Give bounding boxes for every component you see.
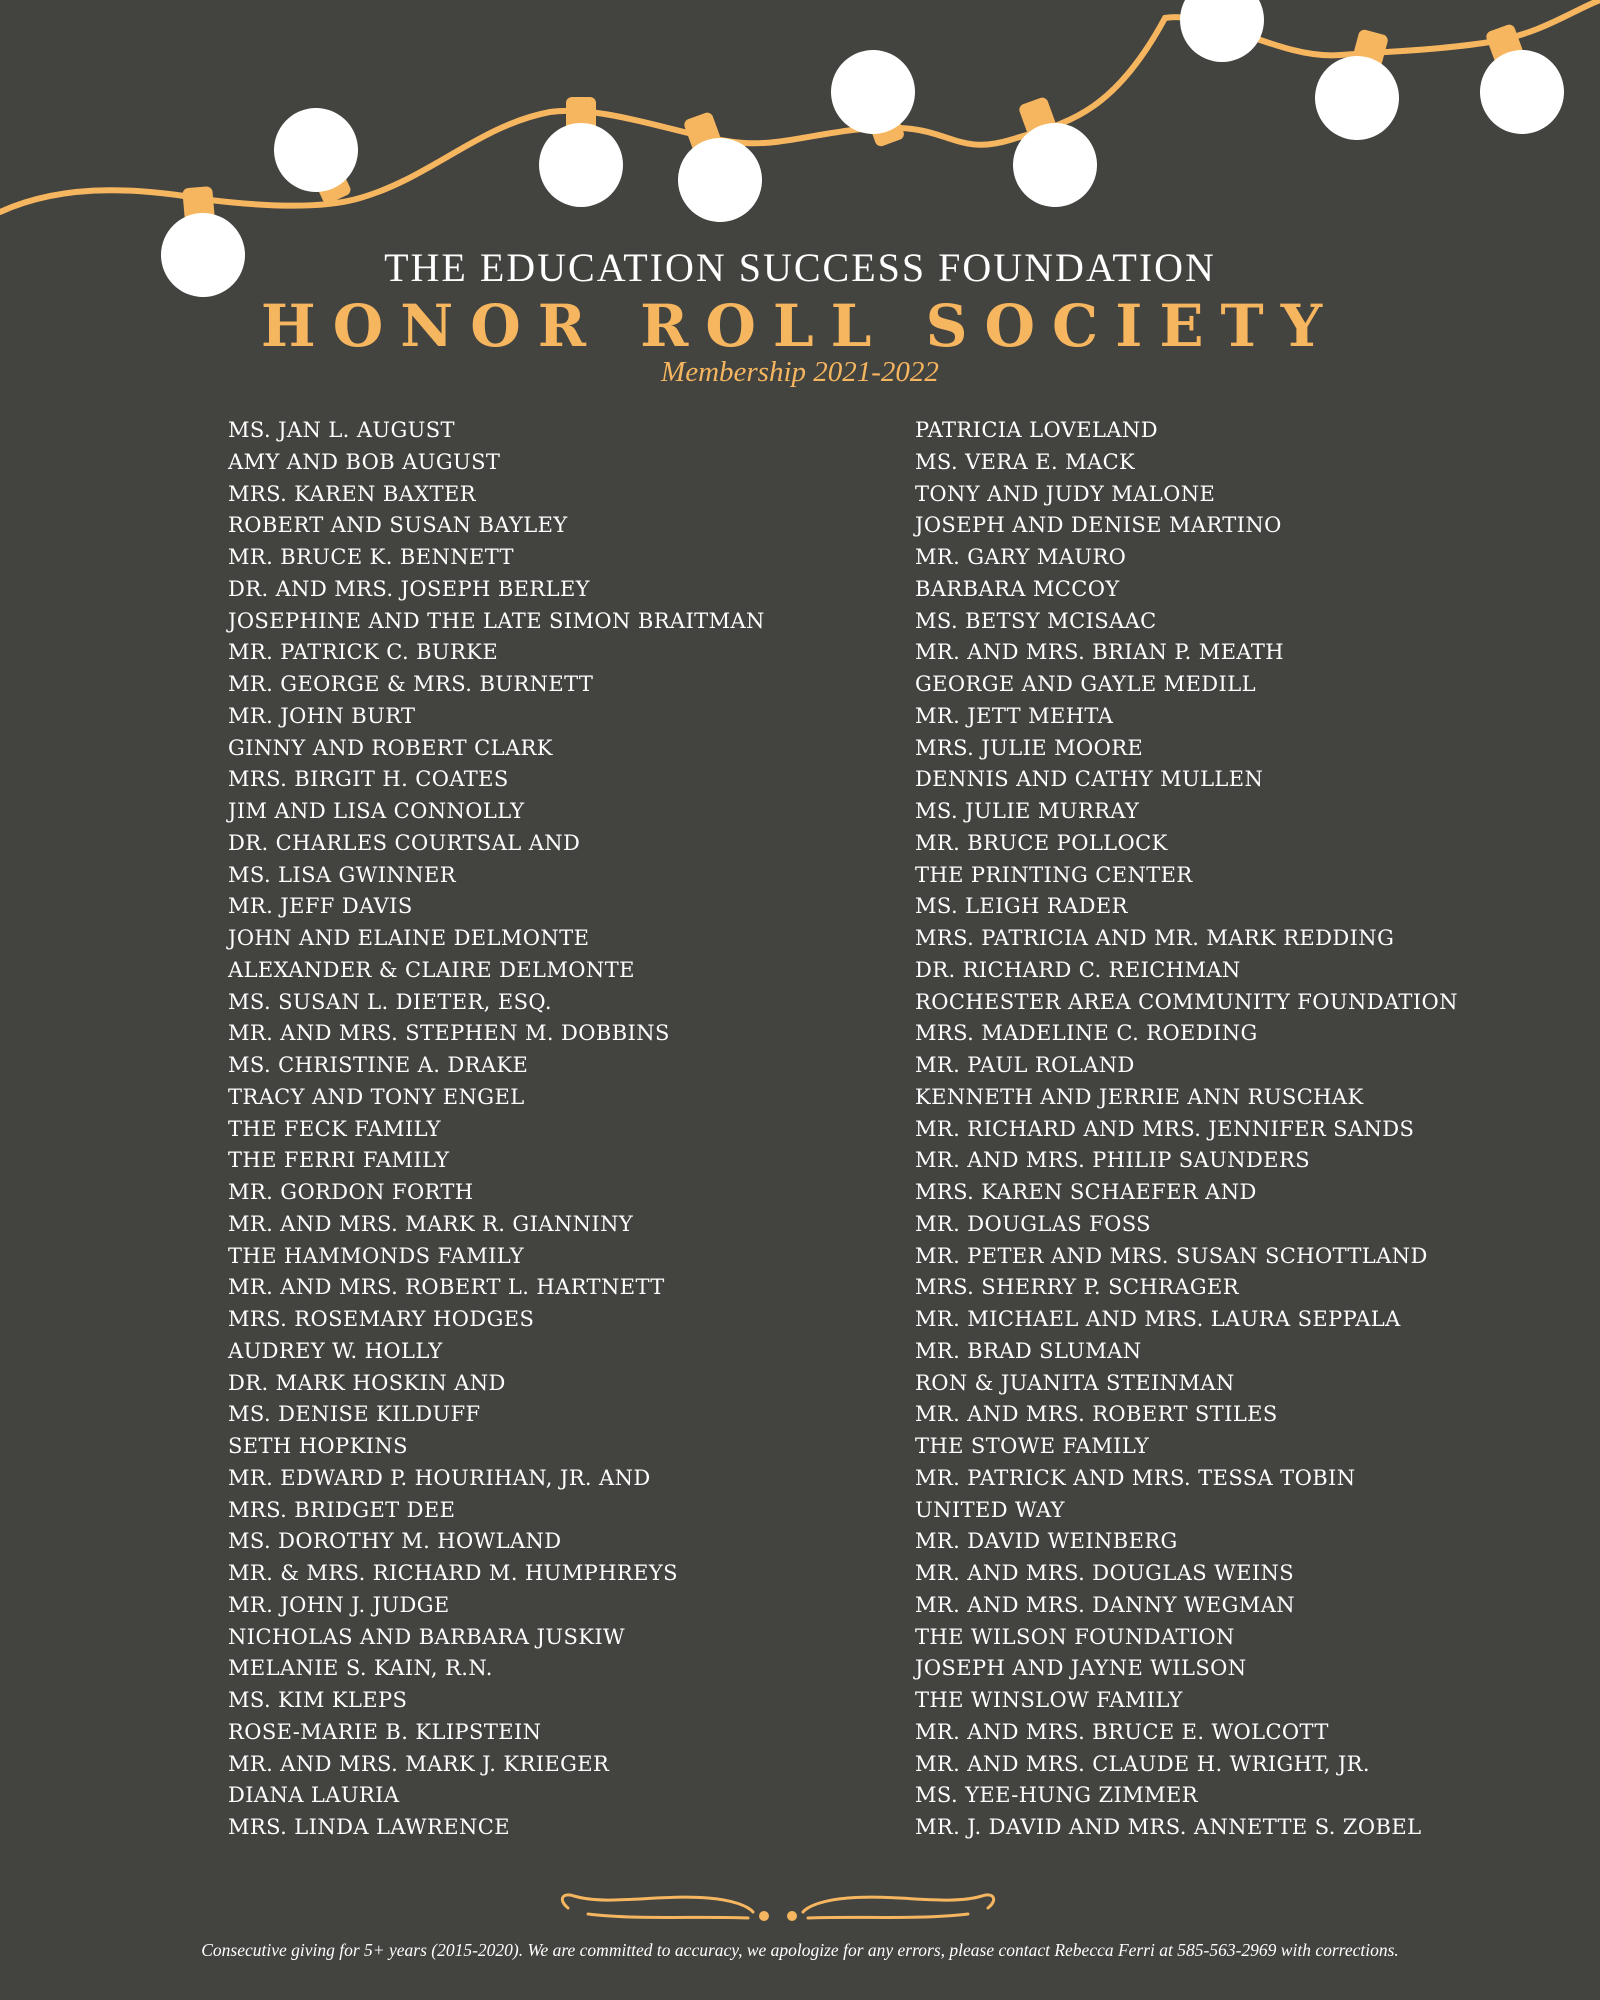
member-name: DR. MARK HOSKIN AND [228, 1370, 506, 1395]
member-name: MR. AND MRS. BRUCE E. WOLCOTT [915, 1719, 1329, 1744]
member-name: MRS. BIRGIT H. COATES [228, 767, 509, 792]
member-name: MS. KIM KLEPS [228, 1688, 408, 1712]
bulb-icon [657, 102, 774, 234]
member-name: THE PRINTING CENTER [915, 862, 1193, 887]
member-name: MS. BETSY MCISAAC [915, 608, 1157, 633]
member-name: JOSEPHINE AND THE LATE SIMON BRAITMAN [228, 608, 765, 633]
member-name: MR. DAVID WEINBERG [915, 1529, 1178, 1554]
member-name: THE HAMMONDS FAMILY [228, 1243, 525, 1268]
member-name: THE FERRI FAMILY [228, 1148, 450, 1173]
member-name: RON & JUANITA STEINMAN [915, 1370, 1235, 1395]
member-name: DR. CHARLES COURTSAL AND [228, 830, 581, 855]
member-name: MR. J. DAVID AND MRS. ANNETTE S. ZOBEL [915, 1815, 1422, 1839]
member-name: JOSEPH AND DENISE MARTINO [915, 513, 1282, 538]
member-name: MS. CHRISTINE A. DRAKE [228, 1053, 529, 1077]
ornamental-divider-icon [548, 1886, 1008, 1930]
member-name: MR. AND MRS. MARK J. KRIEGER [228, 1751, 610, 1776]
member-name: THE FECK FAMILY [228, 1116, 441, 1141]
member-name: MS. LISA GWINNER [228, 862, 456, 887]
member-name: MS. DOROTHY M. HOWLAND [228, 1529, 562, 1554]
member-name: MR. GEORGE & MRS. BURNETT [228, 672, 594, 696]
member-name: MR. BRAD SLUMAN [915, 1338, 1142, 1363]
member-name: THE WILSON FOUNDATION [915, 1624, 1235, 1649]
member-name: MS. YEE-HUNG ZIMMER [915, 1783, 1198, 1808]
member-name: SETH HOPKINS [228, 1434, 408, 1458]
member-name: MR. AND MRS. ROBERT STILES [915, 1402, 1278, 1427]
member-name: MR. PATRICK AND MRS. TESSA TOBIN [915, 1465, 1356, 1490]
member-name: MR. AND MRS. DOUGLAS WEINS [915, 1561, 1295, 1585]
member-name: MR. AND MRS. PHILIP SAUNDERS [915, 1148, 1310, 1173]
member-name: MR. PAUL ROLAND [915, 1053, 1135, 1077]
member-name: ROBERT AND SUSAN BAYLEY [228, 513, 568, 538]
member-name: ALEXANDER & CLAIRE DELMONTE [228, 957, 635, 982]
membership-year: Membership 2021-2022 [661, 356, 939, 388]
member-name: MR. BRUCE POLLOCK [915, 830, 1168, 855]
bulb-icon [1306, 21, 1416, 149]
member-name: MS. JULIE MURRAY [915, 799, 1140, 823]
member-name: MR. & MRS. RICHARD M. HUMPHREYS [228, 1561, 678, 1585]
member-name: DR. AND MRS. JOSEPH BERLEY [228, 576, 590, 601]
member-name: MR. RICHARD AND MRS. JENNIFER SANDS [915, 1116, 1415, 1141]
footer-note: Consecutive giving for 5+ years (2015-2020). We are committed to accuracy, we apologize for any errors, please contact Rebecca Ferri at 585-563-2969 with corrections. [201, 1940, 1399, 1960]
member-name: MRS. LINDA LAWRENCE [228, 1815, 510, 1839]
member-name: AMY AND BOB AUGUST [228, 449, 501, 474]
member-name: DR. RICHARD C. REICHMAN [915, 957, 1241, 982]
member-name: ROSE-MARIE B. KLIPSTEIN [228, 1719, 542, 1744]
member-name: DENNIS AND CATHY MULLEN [915, 767, 1264, 792]
member-name: UNITED WAY [915, 1497, 1065, 1522]
member-name: MR. AND MRS. BRIAN P. MEATH [915, 640, 1284, 665]
member-name: NICHOLAS AND BARBARA JUSKIW [228, 1624, 626, 1649]
member-name: MRS. BRIDGET DEE [228, 1497, 456, 1522]
member-name: BARBARA MCCOY [915, 576, 1120, 601]
member-name: MR. GARY MAURO [915, 545, 1127, 569]
society-title: HONOR ROLL SOCIETY [260, 292, 1340, 360]
member-name: KENNETH AND JERRIE ANN RUSCHAK [915, 1084, 1364, 1109]
organization-title: THE EDUCATION SUCCESS FOUNDATION [384, 245, 1216, 290]
member-name: AUDREY W. HOLLY [228, 1338, 443, 1363]
member-name: MRS. KAREN SCHAEFER AND [915, 1180, 1257, 1204]
member-name: MRS. PATRICIA AND MR. MARK REDDING [915, 926, 1395, 950]
member-name: MR. AND MRS. STEPHEN M. DOBBINS [228, 1021, 670, 1046]
member-name: ROCHESTER AREA COMMUNITY FOUNDATION [915, 989, 1458, 1014]
member-name: MS. DENISE KILDUFF [228, 1402, 481, 1427]
member-name: MR. AND MRS. CLAUDE H. WRIGHT, JR. [915, 1751, 1370, 1776]
member-name: THE STOWE FAMILY [915, 1434, 1150, 1458]
member-name: MR. PATRICK C. BURKE [228, 640, 499, 665]
member-name: MRS. MADELINE C. ROEDING [915, 1021, 1258, 1046]
member-name: MRS. JULIE MOORE [915, 735, 1144, 760]
member-name: MRS. KAREN BAXTER [228, 481, 476, 506]
member-name: MS. SUSAN L. DIETER, ESQ. [228, 989, 552, 1014]
member-name: TRACY AND TONY ENGEL [228, 1084, 525, 1109]
member-name: MS. VERA E. MACK [915, 449, 1136, 474]
member-name: MR. JOHN J. JUDGE [228, 1592, 450, 1617]
member-name: MR. AND MRS. MARK R. GIANNINY [228, 1211, 634, 1236]
member-name: MRS. ROSEMARY HODGES [228, 1307, 535, 1331]
member-name: DIANA LAURIA [228, 1783, 400, 1808]
member-name: MR. DOUGLAS FOSS [915, 1211, 1151, 1236]
member-name: MR. MICHAEL AND MRS. LAURA SEPPALA [915, 1307, 1401, 1331]
member-name: GEORGE AND GAYLE MEDILL [915, 672, 1256, 696]
member-name: MR. PETER AND MRS. SUSAN SCHOTTLAND [915, 1243, 1428, 1268]
bulb-icon [1180, 0, 1264, 62]
member-name: JOHN AND ELAINE DELMONTE [228, 926, 590, 950]
member-name: MRS. SHERRY P. SCHRAGER [915, 1275, 1239, 1300]
member-name: THE WINSLOW FAMILY [915, 1688, 1183, 1712]
member-name: MR. JETT MEHTA [915, 703, 1114, 728]
member-name: MR. JOHN BURT [228, 703, 416, 728]
member-name: MR. AND MRS. ROBERT L. HARTNETT [228, 1275, 665, 1300]
member-name: JOSEPH AND JAYNE WILSON [915, 1656, 1247, 1681]
member-name: MR. BRUCE K. BENNETT [228, 545, 514, 569]
members-list-right [915, 415, 1458, 1844]
members-list-left [228, 415, 765, 1844]
member-name: MR. JEFF DAVIS [228, 894, 413, 919]
member-name: MS. JAN L. AUGUST [228, 418, 455, 442]
member-name: MS. LEIGH RADER [915, 894, 1128, 919]
member-name: TONY AND JUDY MALONE [915, 481, 1216, 506]
member-name: GINNY AND ROBERT CLARK [228, 735, 553, 760]
member-name: MELANIE S. KAIN, R.N. [228, 1656, 493, 1681]
member-name: MR. AND MRS. DANNY WEGMAN [915, 1592, 1296, 1617]
member-name: MR. GORDON FORTH [228, 1180, 474, 1204]
member-name: MR. EDWARD P. HOURIHAN, JR. AND [228, 1465, 651, 1490]
member-name: PATRICIA LOVELAND [915, 418, 1158, 442]
member-name: JIM AND LISA CONNOLLY [228, 799, 525, 823]
bulb-icon [819, 38, 931, 157]
